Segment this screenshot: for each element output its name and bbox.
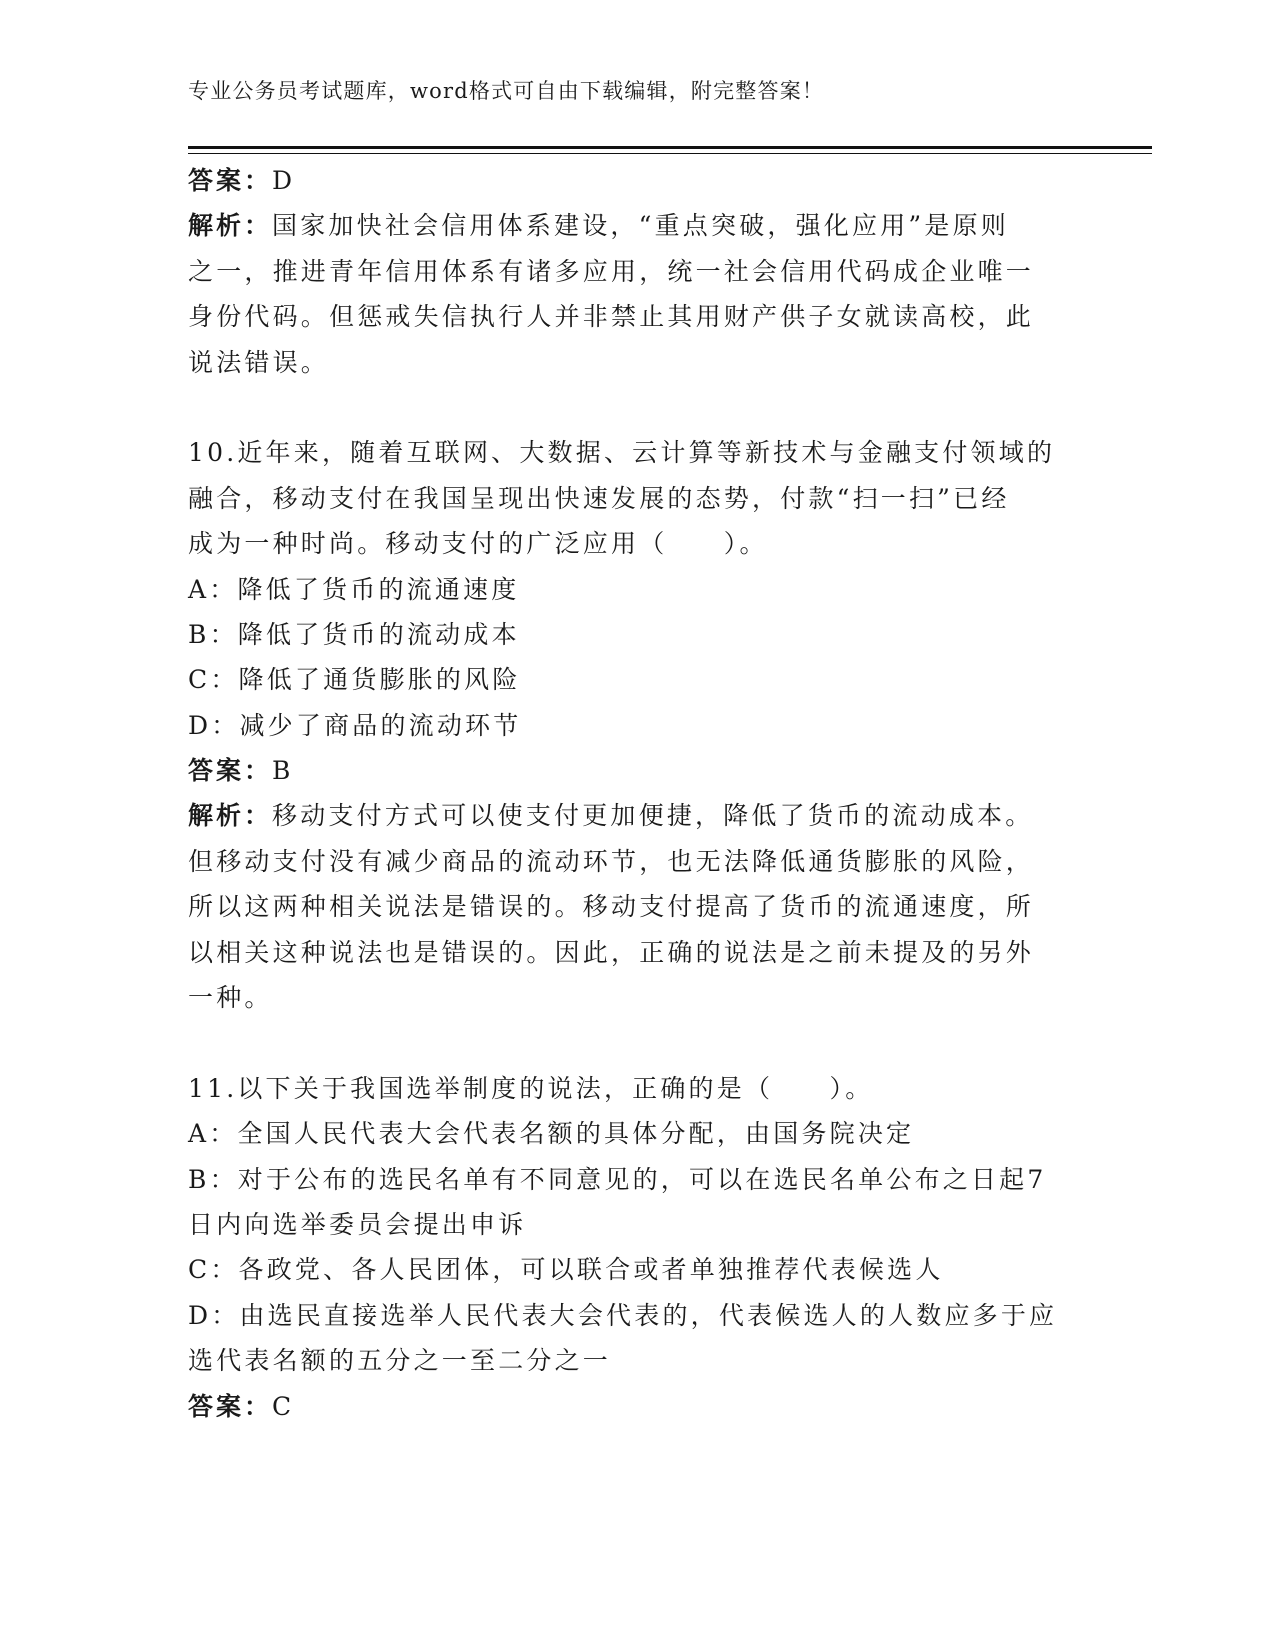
q10-analysis-line-3: 所以这两种相关说法是错误的。移动支付提高了货币的流通速度，所 bbox=[188, 892, 1035, 922]
answer-label: 答案： bbox=[188, 756, 273, 786]
q10-answer bbox=[188, 748, 1088, 793]
q11-option-c: C：各政党、各人民团体，可以联合或者单独推荐代表候选人 bbox=[188, 1255, 944, 1285]
header-rule-thick bbox=[188, 146, 1152, 149]
q9-analysis-line-1 bbox=[188, 203, 1088, 248]
q10-option-d: D：减少了商品的流动环节 bbox=[188, 710, 522, 740]
analysis-label: 解析： bbox=[188, 801, 273, 831]
spacer bbox=[188, 1020, 1088, 1065]
q11-option-a: A：全国人民代表大会代表名额的具体分配，由国务院决定 bbox=[188, 1119, 915, 1149]
header-rule-thin bbox=[188, 153, 1152, 154]
q11-option-d-line-2: 选代表名额的五分之一至二分之一 bbox=[188, 1346, 612, 1376]
answer-value: D bbox=[272, 166, 296, 195]
analysis-text: 国家加快社会信用体系建设，“重点突破，强化应用”是原则 bbox=[272, 211, 1009, 241]
answer-label: 答案： bbox=[188, 1391, 273, 1421]
q10-stem-line-3: 成为一种时尚。移动支付的广泛应用（ ）。 bbox=[188, 529, 768, 559]
q11-stem-line-1: 11.以下关于我国选举制度的说法，正确的是（ ）。 bbox=[188, 1073, 874, 1103]
q9-answer bbox=[188, 158, 1088, 203]
q10-analysis-line-4: 以相关这种说法也是错误的。因此，正确的说法是之前未提及的另外 bbox=[188, 937, 1035, 967]
q10-analysis-line-2: 但移动支付没有减少商品的流动环节，也无法降低通货膨胀的风险， bbox=[188, 846, 1035, 876]
q11-answer bbox=[188, 1384, 1088, 1429]
analysis-label: 解析： bbox=[188, 211, 273, 241]
answer-value: B bbox=[272, 756, 294, 786]
q10-option-c: C：降低了通货膨胀的风险 bbox=[188, 665, 521, 695]
q11-option-d-line-1: D：由选民直接选举人民代表大会代表的，代表候选人的人数应多于应 bbox=[188, 1300, 1058, 1330]
q11-option-b-line-2: 日内向选举委员会提出申诉 bbox=[188, 1209, 527, 1239]
analysis-text: 移动支付方式可以使支付更加便捷，降低了货币的流动成本。 bbox=[272, 801, 1034, 831]
q9-analysis-line-2: 之一，推进青年信用体系有诸多应用，统一社会信用代码成企业唯一 bbox=[188, 256, 1035, 286]
q11-option-b-line-1: B：对于公布的选民名单有不同意见的，可以在选民名单公布之日起7 bbox=[188, 1164, 1047, 1194]
answer-label: 答案： bbox=[188, 166, 273, 195]
page-header: 专业公务员考试题库，word格式可自由下载编辑，附完整答案！ bbox=[188, 79, 825, 103]
document-content bbox=[188, 158, 1088, 1429]
q9-analysis-line-4: 说法错误。 bbox=[188, 347, 330, 377]
spacer bbox=[188, 385, 1088, 430]
q10-stem-line-1: 10.近年来，随着互联网、大数据、云计算等新技术与金融支付领域的 bbox=[188, 438, 1056, 468]
q10-analysis-line-5: 一种。 bbox=[188, 983, 273, 1013]
q10-option-a: A：降低了货币的流通速度 bbox=[188, 574, 520, 604]
q9-analysis-line-3: 身份代码。但惩戒失信执行人并非禁止其用财产供子女就读高校，此 bbox=[188, 302, 1035, 332]
q10-stem-line-2: 融合，移动支付在我国呈现出快速发展的态势，付款“扫一扫”已经 bbox=[188, 483, 1010, 513]
answer-value: C bbox=[272, 1391, 295, 1421]
q10-analysis-line-1 bbox=[188, 793, 1088, 838]
q10-option-b: B：降低了货币的流动成本 bbox=[188, 619, 520, 649]
